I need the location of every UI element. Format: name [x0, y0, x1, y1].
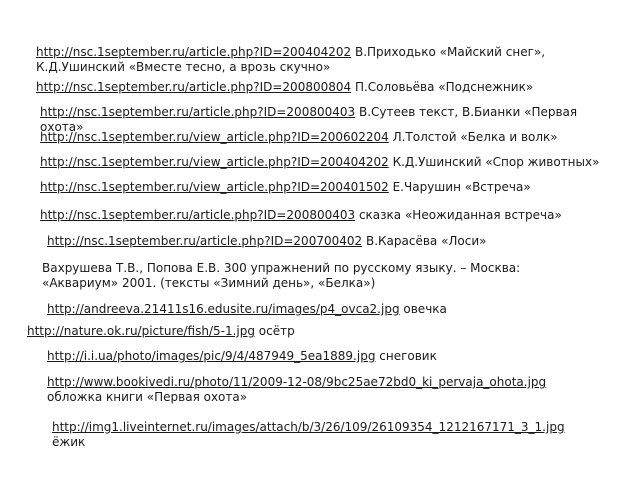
link-description: В.Приходько «Майский снег», К.Д.Ушинский «Вместе тесно, а врозь скучно»: [36, 45, 546, 74]
link-url[interactable]: http://nsc.1september.ru/article.php?ID=200800403: [40, 208, 356, 222]
image-url[interactable]: http://nature.ok.ru/picture/fish/5-1.jpg: [27, 324, 255, 338]
link-entry-2: [36, 80, 616, 95]
image-entry-2: [27, 324, 587, 339]
link-entry-4: [40, 130, 620, 145]
link-description: Л.Толстой «Белка и волк»: [388, 130, 558, 144]
link-url[interactable]: http://nsc.1september.ru/article.php?ID=200404202: [36, 45, 352, 59]
link-url[interactable]: http://nsc.1september.ru/article.php?ID=200800403: [40, 105, 356, 119]
image-description: обложка книги «Первая охота»: [47, 390, 248, 404]
image-description: овечка: [399, 302, 447, 316]
image-url[interactable]: http://www.bookivedi.ru/photo/11/2009-12-08/9bc25ae72bd0_ki_pervaja_ohota.jpg: [47, 375, 547, 389]
link-entry-1: [36, 45, 596, 75]
link-description: сказка «Неожиданная встреча»: [355, 208, 562, 222]
link-description: В.Сутеев текст, В.Бианки «Первая охота»: [40, 105, 578, 134]
image-description: осётр: [254, 324, 295, 338]
image-entry-5: [52, 420, 592, 450]
image-entry-4: [47, 375, 577, 405]
link-url[interactable]: http://nsc.1september.ru/view_article.php?ID=200401502: [40, 180, 389, 194]
link-description: П.Соловьёва «Подснежник»: [351, 80, 534, 94]
link-url[interactable]: http://nsc.1september.ru/article.php?ID=200700402: [47, 234, 363, 248]
link-entry-7: [40, 208, 630, 223]
image-description: снеговик: [375, 349, 437, 363]
link-url[interactable]: http://nsc.1september.ru/view_article.php?ID=200404202: [40, 155, 389, 169]
image-url[interactable]: http://img1.liveinternet.ru/images/attach/b/3/26/109/26109354_1212167171_3_1.jpg: [52, 420, 565, 434]
image-url[interactable]: http://i.i.ua/photo/images/pic/9/4/487949_5ea1889.jpg: [47, 349, 376, 363]
link-entry-5: [40, 155, 600, 170]
book-reference: Вахрушева Т.В., Попова Е.В. 300 упражнений по русскому языку. – Москва: «Аквариум» 2001. (тексты «Зимний день», «Белка»): [42, 261, 521, 290]
image-url[interactable]: http://andreeva.21411s16.edusite.ru/images/p4_ovca2.jpg: [47, 302, 400, 316]
link-entry-6: [40, 180, 570, 195]
image-entry-1: [47, 302, 607, 317]
image-description: ёжик: [52, 435, 86, 449]
link-description: Е.Чарушин «Встреча»: [388, 180, 531, 194]
link-entry-8: [47, 234, 607, 249]
image-entry-3: [47, 349, 607, 364]
link-description: К.Д.Ушинский «Спор животных»: [388, 155, 600, 169]
link-url[interactable]: http://nsc.1september.ru/view_article.php?ID=200602204: [40, 130, 389, 144]
link-url[interactable]: http://nsc.1september.ru/article.php?ID=200800804: [36, 80, 352, 94]
link-description: В.Карасёва «Лоси»: [362, 234, 487, 248]
